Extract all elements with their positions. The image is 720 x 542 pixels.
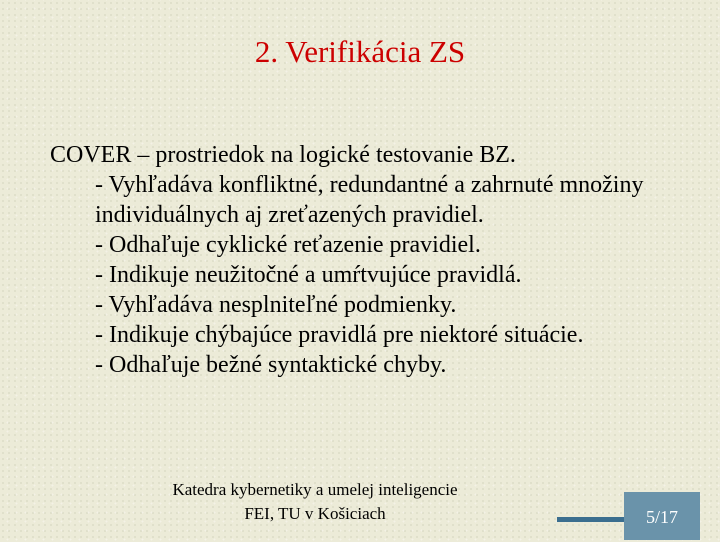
slide-title: 2. Verifikácia ZS (254, 34, 466, 69)
footer-line-faculty: FEI, TU v Košiciach (244, 504, 386, 523)
lead-line (50, 140, 690, 170)
page-number-badge (624, 492, 700, 540)
footer-institution (130, 478, 500, 526)
bullet-item: - Odhaľuje bežné syntaktické chyby. (95, 352, 447, 378)
footer-accent-rule (557, 517, 627, 522)
slide-content (50, 140, 690, 380)
lead-term: COVER (50, 142, 132, 168)
bullet-item: - Odhaľuje cyklické reťazenie pravidiel. (95, 232, 481, 258)
page-number: 5/17 (645, 507, 678, 527)
lead-rest: – prostriedok na logické testovanie BZ. (131, 142, 516, 168)
bullet-item: - Vyhľadáva konfliktné, redundantné a zahrnuté množiny individuálnych aj zreťazených pravidiel. (95, 172, 644, 228)
bullet-item: - Vyhľadáva nesplniteľné podmienky. (95, 292, 457, 318)
footer-line-department: Katedra kybernetiky a umelej inteligencie (172, 480, 458, 499)
bullet-item: - Indikuje chýbajúce pravidlá pre niektoré situácie. (95, 322, 584, 348)
bullet-item: - Indikuje neužitočné a umŕtvujúce pravidlá. (95, 262, 522, 288)
